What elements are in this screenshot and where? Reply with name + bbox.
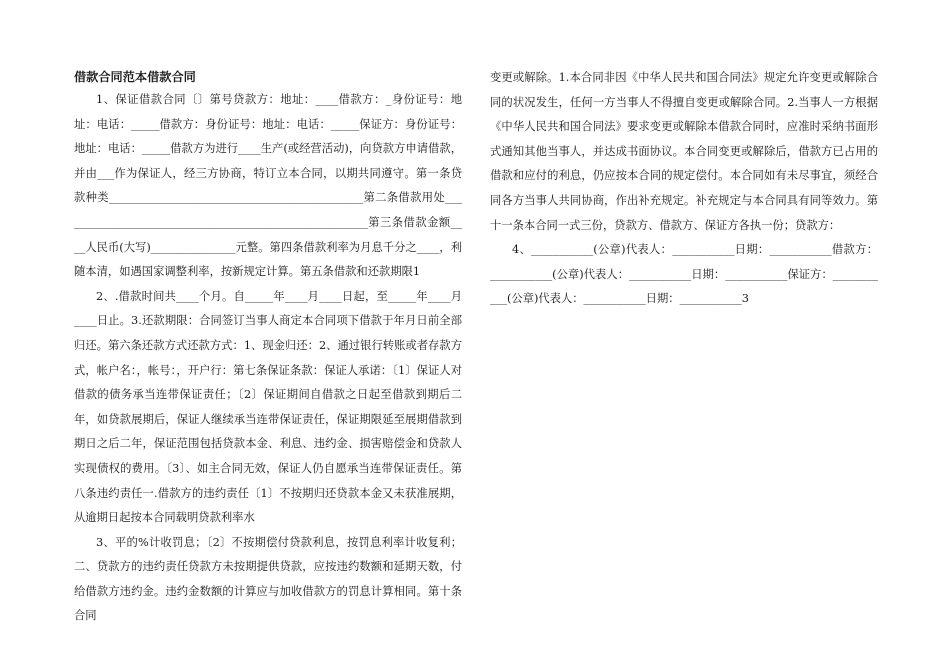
signature-block: 4、___________(公章)代表人：___________日期：___________借款方：___________(公章)代表人：___________日期：___________保证方：___________(公章)代表人：___________日期：___________3	[490, 243, 878, 306]
left-column	[74, 66, 462, 629]
right-column	[490, 66, 878, 312]
paragraph-2: 2、.借款时间共____个月。自_____年____月____日起，至_____年____月____日止。3.还款期限：合同签订当事人商定本合同项下借款于年月日前全部归还。第六条还款方式还款方式：1、现金归还：2、通过银行转账或者存款方式，帐户名：，帐号：，开户行：第七条保证条款：保证人承诺：〔1〕保证人对借款的债务承当连带保证责任；〔2〕保证期间自借款之日起至借款到期后二年，如贷款展期后，保证人继续承当连带保证责任，保证期限延至展期借款到期日之后二年，保证范围包括贷款本金、利息、违约金、损害赔偿金和贷款人实现债权的费用。〔3〕、如主合同无效，保证人仍自愿承当连带保证责任。第八条违约责任一.借款方的违约责任〔1〕不按期归还贷款本金又未获准展期，从逾期日起按本合同载明贷款利率水	[74, 289, 462, 525]
document-title: 借款合同范本借款合同	[74, 70, 196, 84]
paragraph-1: 1、保证借款合同〔〕第号贷款方：地址：____借款方：_身份证号：地址：电话：_____借款方：身份证号：地址：电话：_____保证方：身份证号：地址：电话：_____借款方为进行____生产(或经营活动)，向贷款方申请借款，并由___作为保证人，经三方协商，特订立本合同，以期共同遵守。第一条贷款种类_____________________________________________第二条借款用处_______________________________________________________第三条借款金额____人民币(大写)_______________元整。第四条借款利率为月息千分之____，利随本清，如遇国家调整利率，按新规定计算。第五条借款和还款期限1	[74, 93, 462, 279]
paragraph-3: 3、平的%计收罚息；〔2〕不按期偿付贷款利息，按罚息利率计收复利；二、贷款方的违约责任贷款方未按期提供贷款，应按违约数额和延期天数，付给借款方违约金。违约金数额的计算应与加收借款方的罚息计算相同。第十条合同	[74, 535, 462, 623]
paragraph-continued: 变更或解除。1.本合同非因《中华人民共和国合同法》规定允许变更或解除合同的状况发生，任何一方当事人不得擅自变更或解除合同。2.当事人一方根据《中华人民共和国合同法》要求变更或解除本借款合同时，应准时采纳书面形式通知其他当事人，并达成书面协议。本合同变更或解除后，借款方已占用的借款和应付的利息，仍应按本合同的规定偿付。本合同如有未尽事宜，须经合同各方当事人共同协商，作出补充规定。补充规定与本合同具有同等效力。第十一条本合同一式三份，贷款方、借款方、保证方各执一份；贷款方：	[490, 71, 878, 232]
